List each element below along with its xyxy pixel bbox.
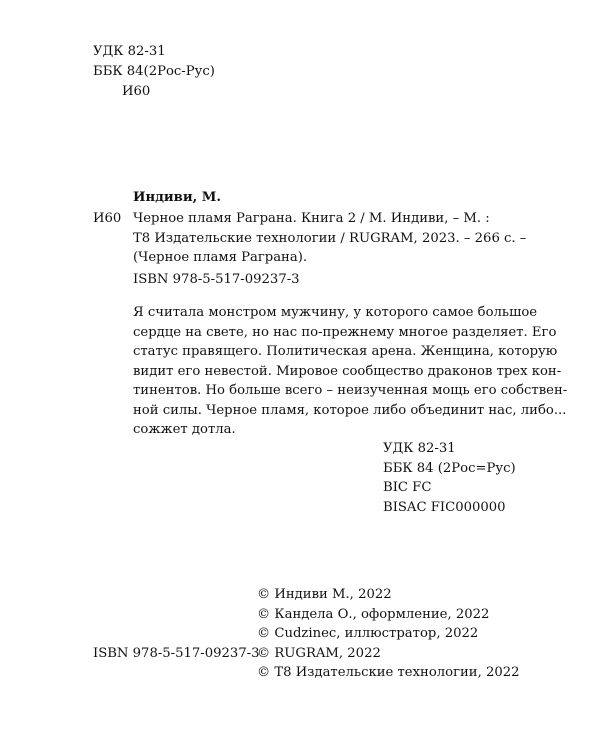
biblio-line: Черное пламя Раграна. Книга 2 / М. Индиви, – М. : bbox=[133, 211, 490, 226]
top-udk-code: УДК 82-31 bbox=[93, 44, 166, 59]
biblio-line: (Черное пламя Раграна). bbox=[133, 250, 308, 265]
annotation-line: тинентов. Но больше всего – неизученная мощь его собствен- bbox=[133, 383, 568, 398]
copyright-line: © Т8 Издательские технологии, 2022 bbox=[257, 665, 520, 681]
annotation-paragraph bbox=[133, 303, 568, 440]
annotation-line: видит его невестой. Мировое сообщество драконов трех кон- bbox=[133, 363, 562, 379]
annotation-line: сожжет дотла. bbox=[133, 422, 236, 437]
top-bbk-code: ББК 84(2Рос-Рус) bbox=[93, 64, 215, 79]
annotation-line: Я считала монстром мужчину, у которого самое большое bbox=[133, 305, 538, 320]
top-classification-codes bbox=[93, 42, 215, 102]
classification-codes bbox=[383, 439, 516, 517]
bbk-code: ББК 84 (2Рос=Рус) bbox=[383, 460, 516, 476]
bic-code: BIC FC bbox=[383, 480, 432, 495]
annotation-line: ной силы. Черное пламя, которое либо объединит нас, либо... bbox=[133, 402, 567, 418]
bibliographic-description bbox=[133, 209, 543, 268]
copyright-notices bbox=[257, 585, 520, 683]
copyright-line: © Индиви М., 2022 bbox=[257, 587, 392, 602]
top-cutter-mark: И60 bbox=[122, 84, 151, 99]
bisac-code: BISAC FIC000000 bbox=[383, 499, 506, 515]
cutter-mark: И60 bbox=[93, 211, 122, 226]
author-heading: Индиви, М. bbox=[133, 190, 221, 205]
annotation-line: сердце на свете, но нас по-прежнему многое разделяет. Его bbox=[133, 324, 557, 340]
biblio-line: Т8 Издательские технологии / RUGRAM, 2023. – 266 с. – bbox=[133, 230, 527, 246]
copyright-line: © Cudzinec, иллюстратор, 2022 bbox=[257, 626, 479, 642]
isbn-record: ISBN 978-5-517-09237-3 bbox=[133, 272, 300, 287]
copyright-line: © RUGRAM, 2022 bbox=[257, 645, 381, 661]
copyright-line: © Кандела О., оформление, 2022 bbox=[257, 606, 490, 622]
isbn-footer: ISBN 978-5-517-09237-3 bbox=[93, 646, 260, 661]
udk-code: УДК 82-31 bbox=[383, 441, 456, 456]
annotation-line: статус правящего. Политическая арена. Женщина, которую bbox=[133, 344, 558, 359]
